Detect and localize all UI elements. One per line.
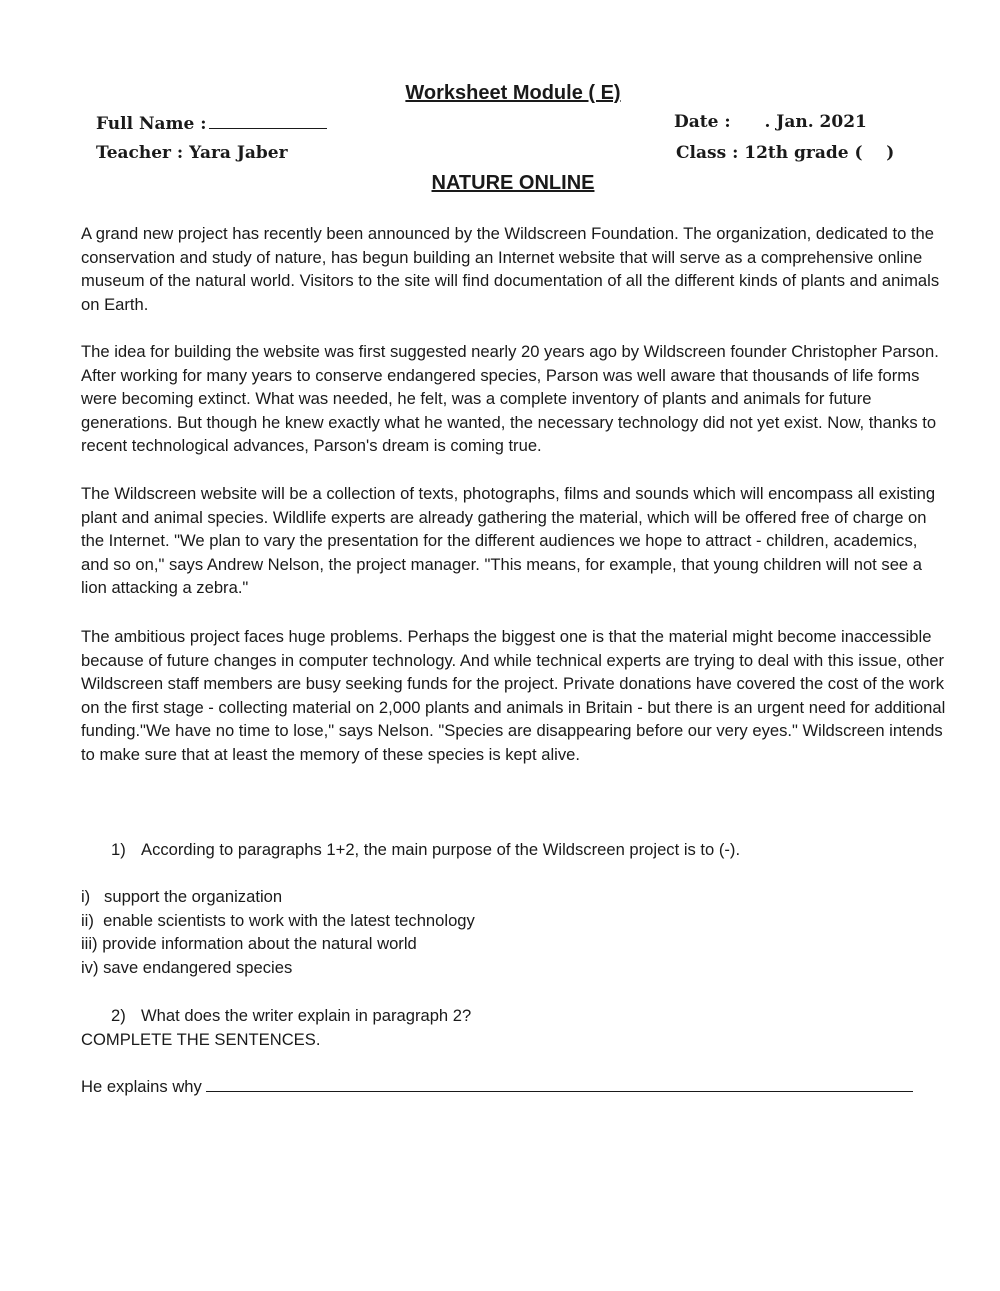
full-name-row: [96, 112, 327, 134]
paragraph-1: A grand new project has recently been announced by the Wildscreen Foundation. The organization, dedicated to the conservation and study of nature, has begun building an Internet website that will serve as a comprehensive online museum of the natural world. Visitors to the site will find documentation of all the different kinds of plants and animals on Earth.: [81, 224, 940, 314]
paragraph-2: The idea for building the website was first suggested nearly 20 years ago by Wildscreen founder Christopher Parson. After working for many years to conserve endangered species, Parson was well aware that thousands of life forms were becoming extinct. What was needed, he felt, was a complete inventory of plants and animals for future generations. But though he knew exactly what he wanted, the necessary technology did not yet exist. Now, thanks to recent technological advances, Parson's dream is coming true.: [81, 342, 939, 456]
option-iii[interactable]: iii) provide information about the natural world: [81, 934, 417, 954]
question-1-number: 1): [111, 840, 126, 859]
question-1: [111, 838, 740, 862]
option-ii[interactable]: ii) enable scientists to work with the latest technology: [81, 910, 475, 930]
question-1-text: According to paragraphs 1+2, the main purpose of the Wildscreen project is to (-).: [141, 840, 741, 859]
worksheet-title: Worksheet Module ( E): [405, 82, 621, 104]
answer-row: [81, 1075, 913, 1099]
question-2: [111, 1004, 471, 1028]
teacher-label: Teacher : Yara Jaber: [96, 143, 288, 163]
answer-prompt: He explains why: [81, 1077, 202, 1096]
question-2-number: 2): [111, 1006, 126, 1025]
answer-blank-line[interactable]: [206, 1075, 913, 1092]
question-1-options: [81, 885, 475, 979]
article-title: NATURE ONLINE: [431, 172, 595, 194]
option-i[interactable]: i) support the organization: [81, 887, 283, 906]
date-row: [674, 112, 867, 132]
paragraph-3: The Wildscreen website will be a collection of texts, photographs, films and sounds which will encompass all existing plant and animal species. Wildlife experts are already gathering the material, which will be offered free of charge on the Internet. "We plan to vary the presentation for the different audiences we hope to attract - children, academics, and so on," says Andrew Nelson, the project manager. "This means, for example, that young children will not see a lion attacking a zebra.": [81, 484, 936, 598]
class-label: Class : 12th grade ( ): [676, 143, 895, 163]
full-name-label: Full Name :: [96, 114, 207, 134]
question-2-instruction: COMPLETE THE SENTENCES.: [81, 1030, 321, 1049]
full-name-blank[interactable]: [209, 112, 327, 129]
date-value: . Jan. 2021: [764, 112, 867, 132]
option-iv[interactable]: iv) save endangered species: [81, 957, 293, 977]
question-2-text: What does the writer explain in paragraph 2?: [141, 1006, 472, 1025]
date-label: Date :: [674, 112, 731, 132]
paragraph-4: The ambitious project faces huge problems. Perhaps the biggest one is that the material might become inaccessible because of future changes in computer technology. And while technical experts are trying to deal with this issue, other Wildscreen staff members are busy seeking funds for the project. Private donations have covered the cost of the work on the first stage - collecting material on 2,000 plants and animals in Britain - but there is an urgent need for additional funding."We have no time to lose," says Nelson. "Species are disappearing before our very eyes." Wildscreen intends to make sure that at least the memory of these species is kept alive.: [81, 627, 946, 764]
